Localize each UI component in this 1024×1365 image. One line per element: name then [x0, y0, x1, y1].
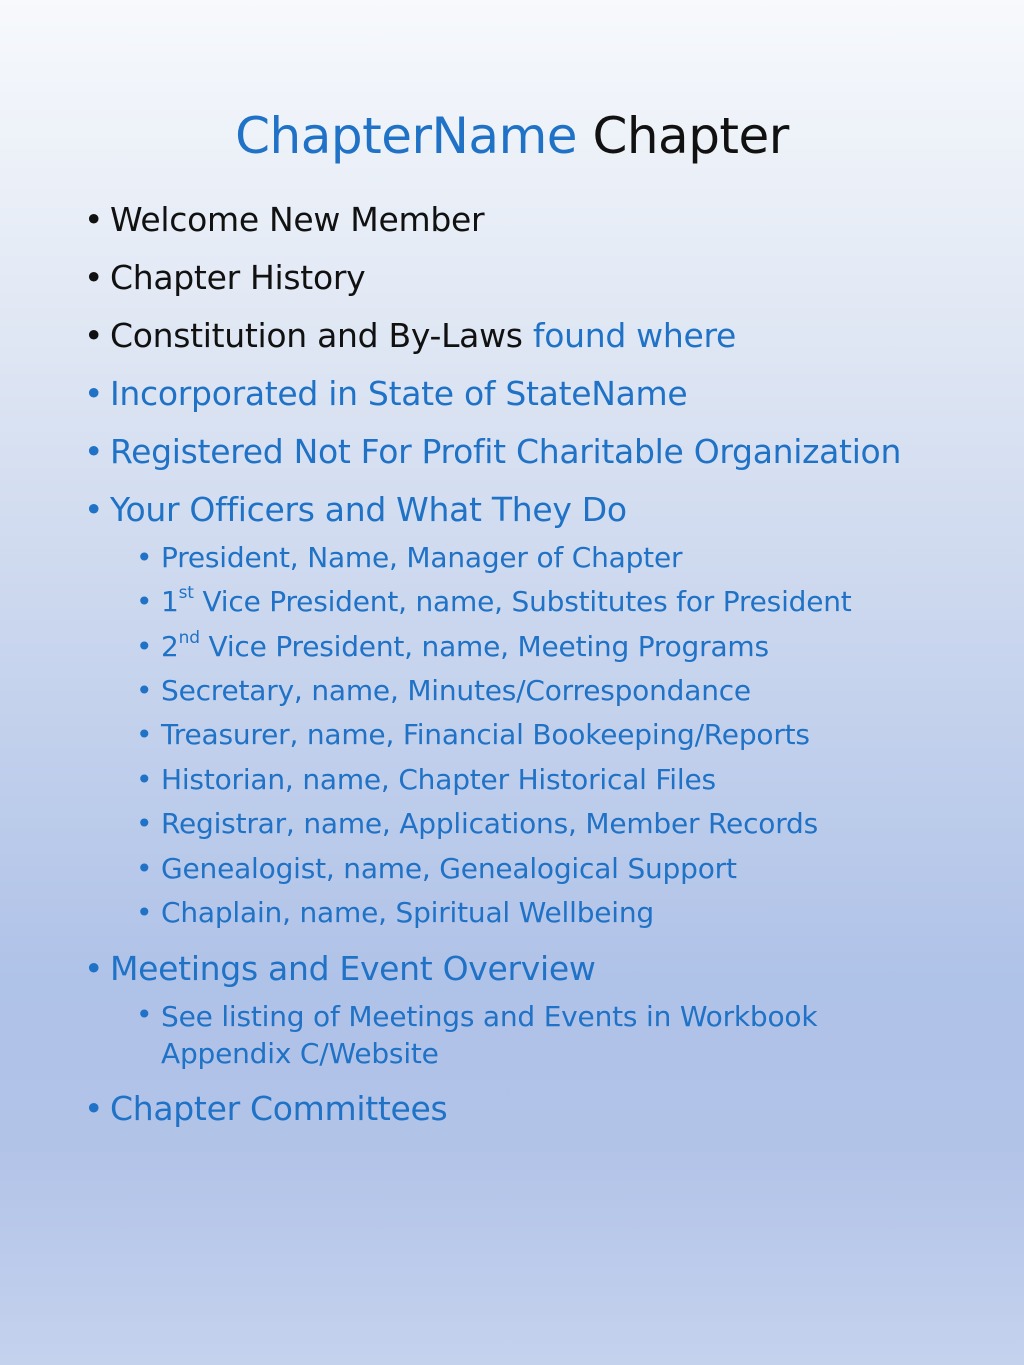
bullet-dot: •: [136, 896, 153, 929]
officer-text: Registrar, name, Applications, Member Records: [161, 807, 818, 840]
ordinal-number: 2: [161, 630, 179, 663]
bullet-dot: •: [136, 541, 153, 574]
bullet-dot: •: [136, 718, 153, 751]
bullet-dot: •: [84, 200, 104, 239]
bullet-dot: •: [136, 585, 153, 618]
bullet-dot: •: [84, 1089, 104, 1128]
bullet-text-group: [110, 316, 736, 356]
bullet-dot: •: [136, 807, 153, 840]
officer-text-group: [161, 582, 852, 619]
officer-text-group: [161, 627, 769, 664]
officer-text: Vice President, name, Meeting Programs: [199, 630, 769, 663]
officer-text: Vice President, name, Substitutes for President: [193, 585, 852, 618]
bullet-dot: •: [136, 630, 153, 663]
bullet-dot: •: [84, 949, 104, 988]
bullet-text: Chapter Committees: [110, 1089, 448, 1128]
bullet-dot: •: [84, 258, 104, 297]
found-where-link[interactable]: found where: [532, 316, 737, 355]
bullet-text: Your Officers and What They Do: [110, 490, 627, 529]
slide-title: [0, 104, 1024, 168]
ordinal-suffix: st: [178, 582, 194, 603]
ordinal-number: 1: [161, 585, 179, 618]
ordinal-suffix: nd: [178, 627, 200, 648]
officer-text: Genealogist, name, Genealogical Support: [161, 852, 737, 885]
bullet-dot: •: [136, 674, 153, 707]
title-chapter-name: ChapterName: [235, 107, 578, 165]
bullet-dot: •: [84, 316, 104, 355]
bullet-text: Registered Not For Profit Charitable Organization: [110, 432, 902, 471]
title-chapter-word: Chapter: [592, 107, 789, 165]
officer-text: Treasurer, name, Financial Bookeeping/Reports: [161, 718, 810, 751]
bullet-dot: •: [136, 998, 153, 1031]
officer-text: President, Name, Manager of Chapter: [161, 541, 683, 574]
bullet-dot: •: [84, 490, 104, 529]
officer-text: Historian, name, Chapter Historical Files: [161, 763, 716, 796]
bullet-dot: •: [84, 432, 104, 471]
bullet-text: Incorporated in State of StateName: [110, 374, 688, 413]
meetings-listing-text: See listing of Meetings and Events in Workbook Appendix C/Website: [161, 1000, 818, 1070]
bullet-dot: •: [136, 852, 153, 885]
bullet-text: Chapter History: [110, 258, 366, 297]
bullet-dot: •: [84, 374, 104, 413]
bullet-dot: •: [136, 763, 153, 796]
bullet-text: Meetings and Event Overview: [110, 949, 596, 988]
bullet-text: Welcome New Member: [110, 200, 485, 239]
constitution-text: Constitution and By-Laws: [110, 316, 523, 355]
officer-text: Secretary, name, Minutes/Correspondance: [161, 674, 751, 707]
officer-text: Chaplain, name, Spiritual Wellbeing: [161, 896, 655, 929]
